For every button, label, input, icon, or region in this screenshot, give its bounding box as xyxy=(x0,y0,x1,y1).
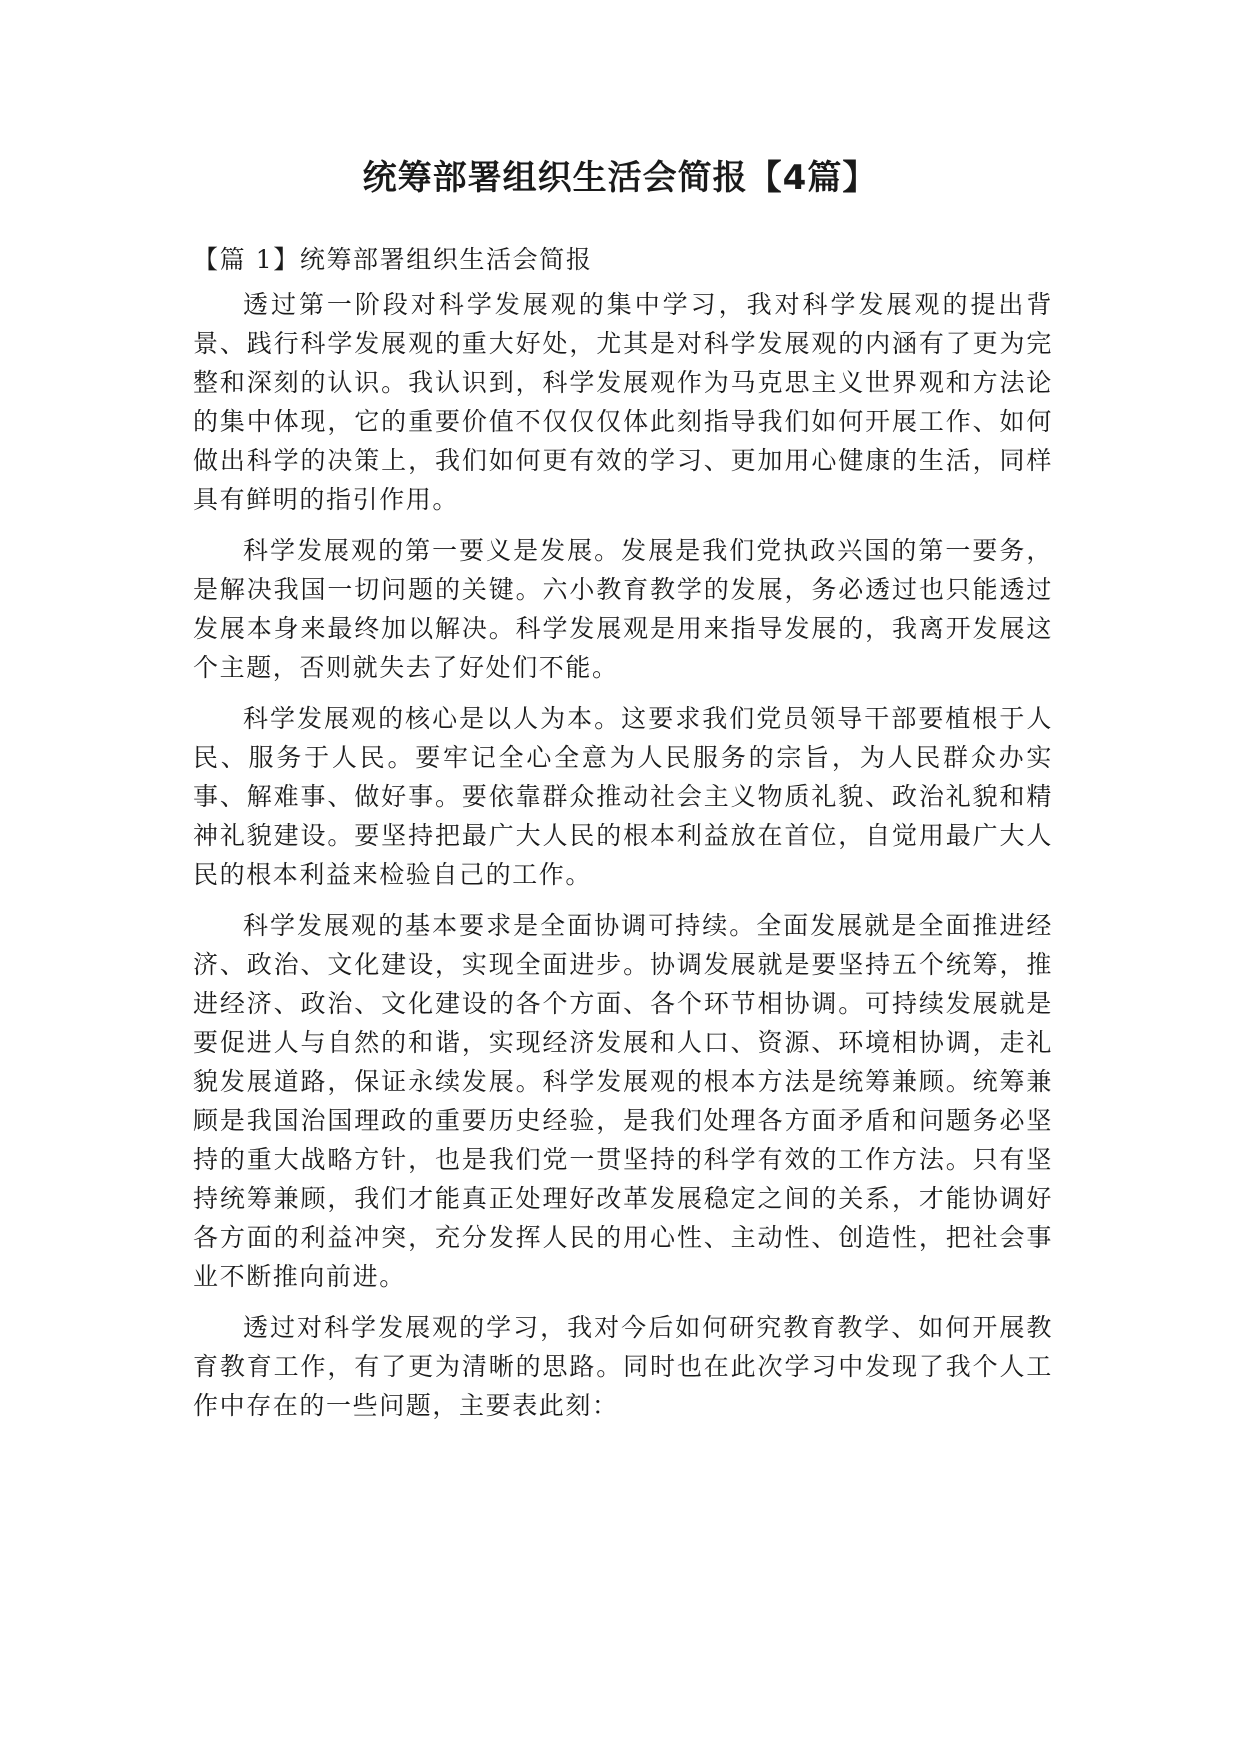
body-paragraph: 透过对科学发展观的学习，我对今后如何研究教育教学、如何开展教育教育工作，有了更为清晰的思路。同时也在此次学习中发现了我个人工作中存在的一些问题，主要表此刻： xyxy=(193,1313,1053,1420)
document-body xyxy=(193,240,1053,1437)
body-paragraph: 透过第一阶段对科学发展观的集中学习，我对科学发展观的提出背景、践行科学发展观的重大好处，尤其是对科学发展观的内涵有了更为完整和深刻的认识。我认识到，科学发展观作为马克思主义世界观和方法论的集中体现，它的重要价值不仅仅仅体此刻指导我们如何开展工作、如何做出科学的决策上，我们如何更有效的学习、更加用心健康的生活，同样具有鲜明的指引作用。 xyxy=(193,290,1053,514)
body-paragraph: 科学发展观的核心是以人为本。这要求我们党员领导干部要植根于人民、服务于人民。要牢记全心全意为人民服务的宗旨，为人民群众办实事、解难事、做好事。要依靠群众推动社会主义物质礼貌、政治礼貌和精神礼貌建设。要坚持把最广大人民的根本利益放在首位，自觉用最广大人民的根本利益来检验自己的工作。 xyxy=(193,704,1053,889)
document-title: 统筹部署组织生活会简报【4篇】 xyxy=(362,158,878,198)
section-heading: 【篇 1】统筹部署组织生活会简报 xyxy=(193,245,593,274)
body-paragraph: 科学发展观的基本要求是全面协调可持续。全面发展就是全面推进经济、政治、文化建设，实现全面进步。协调发展就是要坚持五个统筹，推进经济、政治、文化建设的各个方面、各个环节相协调。可持续发展就是要促进人与自然的和谐，实现经济发展和人口、资源、环境相协调，走礼貌发展道路，保证永续发展。科学发展观的根本方法是统筹兼顾。统筹兼顾是我国治国理政的重要历史经验，是我们处理各方面矛盾和问题务必坚持的重大战略方针，也是我们党一贯坚持的科学有效的工作方法。只有坚持统筹兼顾，我们才能真正处理好改革发展稳定之间的关系，才能协调好各方面的利益冲突，充分发挥人民的用心性、主动性、创造性，把社会事业不断推向前进。 xyxy=(193,911,1053,1291)
body-paragraph: 科学发展观的第一要义是发展。发展是我们党执政兴国的第一要务，是解决我国一切问题的关键。六小教育教学的发展，务必透过也只能透过发展本身来最终加以解决。科学发展观是用来指导发展的，我离开发展这个主题，否则就失去了好处们不能。 xyxy=(193,536,1053,682)
